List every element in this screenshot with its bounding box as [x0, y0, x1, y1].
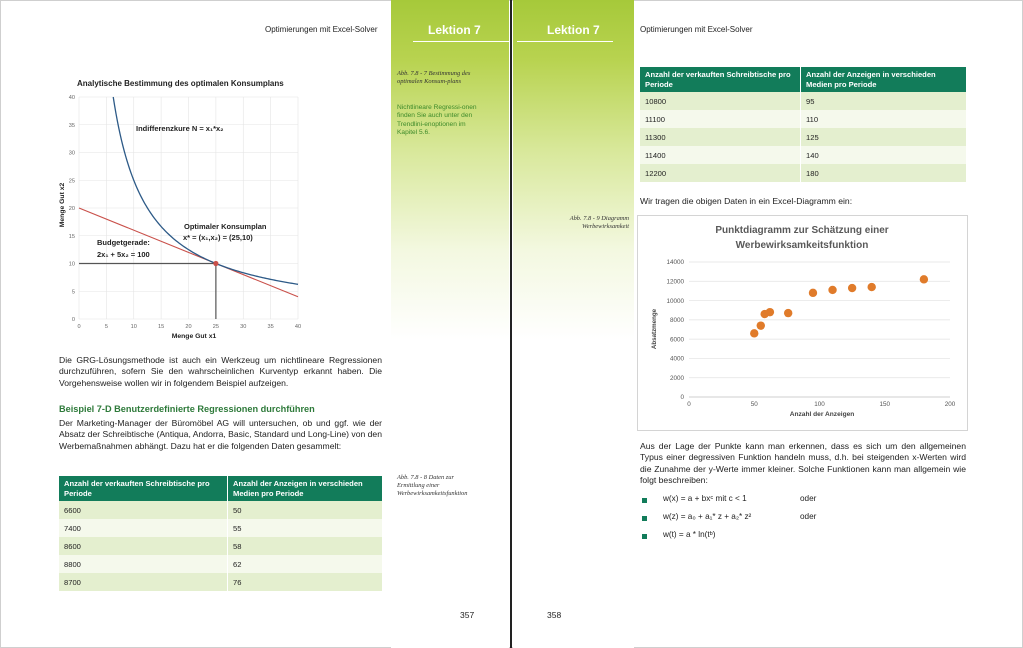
- y-tick-label: 2000: [669, 374, 684, 382]
- x-tick-label: 5: [104, 324, 108, 330]
- table-cell: 8600: [59, 537, 228, 555]
- right-page-number: 358: [547, 610, 562, 620]
- table-header-cell: Anzahl der verkauften Schreibtische pro Periode: [640, 67, 801, 92]
- y-tick-label: 5: [71, 289, 75, 296]
- formula-w-z: w(z) = a₀ + a₁* z + a₂* z²: [663, 512, 752, 521]
- scatter-point: [784, 309, 792, 317]
- table-row: [640, 164, 966, 182]
- scatter-chart-title-line2: Werbewirksamkeitsfunktion: [735, 240, 869, 251]
- y-tick-label: 25: [68, 178, 75, 185]
- table-header-cell: Anzahl der Anzeigen in verschieden Medien pro Periode: [801, 67, 967, 92]
- table-cell: 110: [801, 110, 967, 128]
- intro-text: Wir tragen die obigen Daten in ein Excel-Diagramm ein:: [640, 196, 853, 206]
- left-lektion-label: Lektion 7: [428, 23, 481, 37]
- table-row: [640, 92, 966, 110]
- table-cell: 55: [228, 519, 383, 537]
- right-lektion-band: [513, 0, 634, 648]
- left-page-header: Optimierungen mit Excel-Solver: [265, 25, 378, 34]
- left-lektion-band: [391, 0, 509, 648]
- optimum-label-line1: Optimaler Konsumplan: [184, 222, 267, 231]
- scatter-point: [757, 321, 765, 329]
- table-cell: 11100: [640, 110, 801, 128]
- scatter-point: [868, 283, 876, 291]
- consumption-plan-chart: [55, 72, 317, 350]
- optimum-point: [213, 261, 218, 266]
- y-tick-label: 0: [71, 317, 75, 323]
- formula-w-t: w(t) = a * ln(tᵇ): [663, 530, 716, 539]
- budget-label-line2: 2x₁ + 5x₂ = 100: [97, 250, 150, 259]
- x-tick-label: 10: [130, 324, 137, 330]
- figure-caption-7-8-9: Abb. 7.8 - 9 Diagramm Werbewirksamkeit: [569, 215, 629, 230]
- scatter-point: [766, 308, 774, 316]
- y-tick-label: 10000: [666, 297, 684, 305]
- x-tick-label: 50: [750, 401, 758, 408]
- left-lektion-divider: [413, 41, 509, 42]
- list-bullet: [642, 498, 647, 503]
- table-row: [640, 146, 966, 164]
- figure-caption-7-8-8: Abb. 7.8 - 8 Daten zur Ermittlung einer Werbewirksamkeitsfunktion: [397, 474, 468, 497]
- y-tick-label: 6000: [669, 336, 684, 344]
- y-tick-label: 0: [680, 394, 684, 402]
- consumption-chart-title: Analytische Bestimmung des optimalen Konsumplans: [77, 79, 284, 88]
- indifference-curve-label: Indifferenzkure N = x₁*x₂: [136, 124, 224, 133]
- table-cell: 50: [228, 501, 383, 519]
- scatter-point: [848, 284, 856, 292]
- side-note-regression: Nichtlineare Regressi-onen finden Sie auch unter den Trendlini-enoptionen im Kapitel 5.6.: [397, 104, 477, 136]
- x-tick-label: 40: [294, 324, 302, 330]
- x-tick-label: 200: [944, 401, 956, 408]
- table-header-cell: Anzahl der Anzeigen in verschieden Medien pro Periode: [228, 476, 383, 501]
- list-bullet: [642, 516, 647, 521]
- y-tick-label: 20: [68, 206, 75, 212]
- table-cell: 76: [228, 573, 383, 591]
- y-tick-label: 12000: [666, 278, 684, 286]
- y-tick-label: 8000: [669, 317, 684, 325]
- right-data-table: [640, 67, 966, 182]
- consumption-chart-xlabel: Menge Gut x1: [171, 333, 217, 340]
- scatter-chart-title-line1: Punktdiagramm zur Schätzung einer: [715, 225, 889, 236]
- x-tick-label: 25: [212, 324, 219, 330]
- x-tick-label: 30: [240, 324, 247, 330]
- y-tick-label: 30: [68, 150, 75, 157]
- table-cell: 12200: [640, 164, 801, 182]
- right-page-header: Optimierungen mit Excel-Solver: [640, 25, 753, 34]
- left-page-number: 357: [460, 610, 475, 620]
- x-tick-label: 20: [185, 324, 192, 330]
- table-cell: 6600: [59, 501, 228, 519]
- table-cell: 8800: [59, 555, 228, 573]
- paragraph-degressive-function: Aus der Lage der Punkte kann man erkennen, dass es sich um den allgemeinen Typus einer degressiven Funktion handeln muss, d.h. bei steigenden x-Werten wird die Zunahme der y-Werte immer kleiner. Solche Funktionen kann man allgemein wie folgt beschreiben:: [640, 441, 966, 485]
- table-cell: 7400: [59, 519, 228, 537]
- table-cell: 125: [801, 128, 967, 146]
- y-tick-label: 15: [68, 233, 75, 240]
- book-spine: [510, 0, 512, 648]
- table-row: [59, 501, 382, 519]
- x-tick-label: 150: [879, 401, 891, 408]
- paragraph-marketing-manager: Der Marketing-Manager der Büromöbel AG will untersuchen, ob und ggf. wie der Absatz der Schreibtische (Antiqua, Andorra, Basic, Standard und Long-Line) von den Werbemaßnahmen abhängt. Dazu hat er die folgenden Daten gesammelt:: [59, 418, 382, 451]
- formula-or-1: oder: [800, 494, 817, 503]
- budget-label-line1: Budgetgerade:: [97, 238, 150, 247]
- formula-or-2: oder: [800, 512, 817, 521]
- table-row: [59, 573, 382, 591]
- table-cell: 11300: [640, 128, 801, 146]
- table-header-row: [59, 476, 382, 501]
- scatter-point: [920, 275, 928, 283]
- scatter-chart-ylabel: Absatzmenge: [651, 308, 658, 350]
- scatter-chart-xlabel: Anzahl der Anzeigen: [789, 411, 855, 418]
- table-cell: 62: [228, 555, 383, 573]
- table-cell: 180: [801, 164, 967, 182]
- table-row: [59, 555, 382, 573]
- table-cell: 140: [801, 146, 967, 164]
- paragraph-grg-method: Die GRG-Lösungsmethode ist auch ein Werkzeug um nichtlineare Regressionen durchzuführen, sofern Sie den wahrscheinlichen Kurventyp erkannt haben. Die Vorgehensweise wollen wir in folgendem Beispiel aufzeigen.: [59, 355, 382, 388]
- left-data-table: [59, 476, 382, 591]
- x-tick-label: 35: [267, 324, 274, 330]
- right-lektion-divider: [517, 41, 613, 42]
- example-heading: Beispiel 7-D Benutzerdefinierte Regressionen durchführen: [59, 404, 315, 414]
- table-cell: 95: [801, 92, 967, 110]
- y-tick-label: 40: [68, 95, 75, 101]
- figure-caption-7-8-7: Abb. 7.8 - 7 Bestimmung des optimalen Konsum-plans: [397, 70, 471, 85]
- table-cell: 10800: [640, 92, 801, 110]
- x-tick-label: 15: [158, 324, 165, 330]
- x-tick-label: 0: [687, 401, 691, 408]
- optimum-label-line2: x* = (x₁,x₂) = (25,10): [183, 233, 253, 242]
- consumption-chart-ylabel: Menge Gut x2: [59, 182, 66, 228]
- table-cell: 58: [228, 537, 383, 555]
- scatter-point: [750, 329, 758, 337]
- table-row: [640, 128, 966, 146]
- y-tick-label: 14000: [666, 259, 684, 267]
- table-row: [59, 519, 382, 537]
- table-header-row: [640, 67, 966, 92]
- table-cell: 11400: [640, 146, 801, 164]
- y-tick-label: 4000: [669, 355, 684, 363]
- right-lektion-label: Lektion 7: [547, 23, 600, 37]
- table-cell: 8700: [59, 573, 228, 591]
- table-row: [640, 110, 966, 128]
- x-tick-label: 0: [77, 324, 81, 330]
- advertising-scatter-chart: [637, 215, 968, 431]
- scatter-point: [809, 289, 817, 297]
- x-tick-label: 100: [814, 401, 825, 408]
- scatter-point: [828, 286, 836, 294]
- y-tick-label: 10: [68, 261, 75, 268]
- table-row: [59, 537, 382, 555]
- table-header-cell: Anzahl der verkauften Schreibtische pro Periode: [59, 476, 228, 501]
- y-tick-label: 35: [68, 122, 75, 129]
- list-bullet: [642, 534, 647, 539]
- formula-w-x: w(x) = a + bxᶜ mit c < 1: [663, 494, 747, 503]
